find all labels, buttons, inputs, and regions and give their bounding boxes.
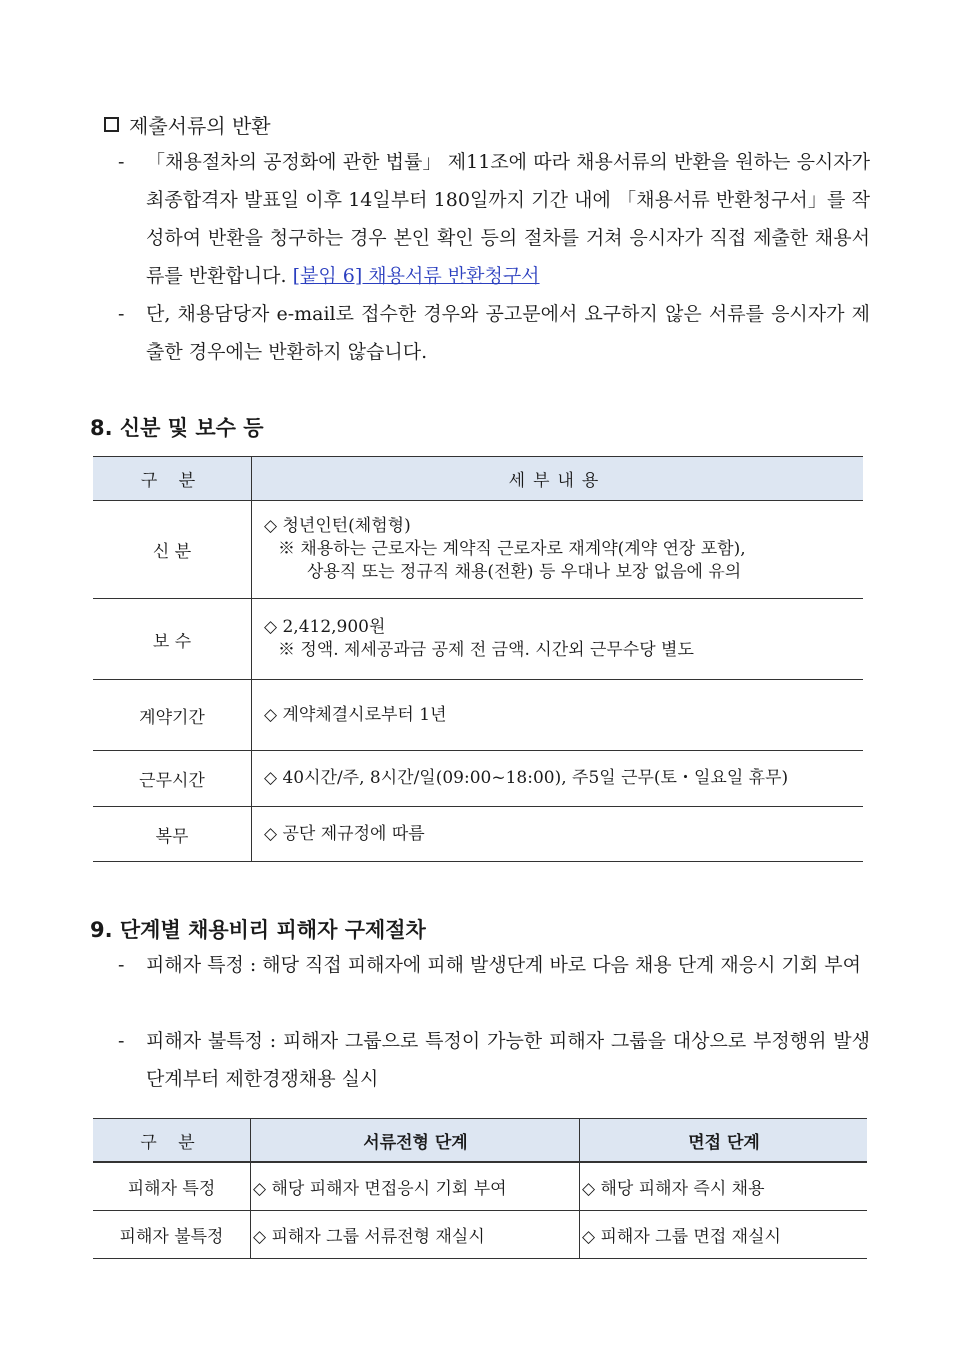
relief-paragraph-2 bbox=[118, 1022, 870, 1098]
header-interview-stage: 면접 단계 bbox=[580, 1119, 868, 1163]
header-document-stage: 서류전형 단계 bbox=[251, 1119, 580, 1163]
dash-bullet: - bbox=[118, 303, 125, 325]
row-note: ※ 정액. 제세공과금 공제 전 금액. 시간외 근무수당 별도 bbox=[278, 640, 694, 660]
row-main: ◇ 계약체결시로부터 1년 bbox=[252, 680, 864, 751]
row-label: 계약기간 bbox=[93, 680, 252, 751]
row-label: 복무 bbox=[93, 807, 252, 862]
row-label: 피해자 불특정 bbox=[93, 1211, 251, 1259]
relief-paragraph-1-text: 피해자 특정 : 해당 직접 피해자에 피해 발생단계 바로 다음 채용 단계 재응시 기회 부여 bbox=[146, 954, 861, 976]
relief-paragraph-1 bbox=[118, 946, 870, 984]
dash-bullet: - bbox=[118, 151, 125, 173]
table-row bbox=[93, 807, 863, 862]
checkbox-icon bbox=[104, 117, 119, 132]
row-main: ◇ 공단 제규정에 따름 bbox=[252, 807, 864, 862]
row-label: 보 수 bbox=[93, 599, 252, 680]
table-row bbox=[93, 599, 863, 680]
row-label: 근무시간 bbox=[93, 751, 252, 807]
row-note: ※ 채용하는 근로자는 계약직 근로자로 재계약(계약 연장 포함), bbox=[278, 539, 746, 559]
table-row bbox=[93, 680, 863, 751]
table-header-row bbox=[93, 1119, 867, 1163]
row-label: 신 분 bbox=[93, 501, 252, 599]
dash-bullet: - bbox=[118, 1030, 125, 1052]
section-8-title: 8. 신분 및 보수 등 bbox=[90, 416, 264, 440]
row-main: ◇ 2,412,900원 bbox=[264, 617, 386, 637]
row-note-cont: 상용직 또는 정규직 채용(전환) 등 우대나 보장 없음에 유의 bbox=[307, 562, 742, 582]
return-paragraph-1-text: 「채용절차의 공정화에 관한 법률」 제11조에 따라 채용서류의 반환을 원하는 응시자가 최종합격자 발표일 이후 14일부터 180일까지 기간 내에 「채용서류 반환청구서」를 작성하여 반환을 청구하는 경우 본인 확인 등의 절차를 거쳐 응시자가 직접 제출한 채용서류를 반환합니다. bbox=[146, 151, 870, 287]
status-pay-table bbox=[93, 456, 863, 862]
header-category: 구 분 bbox=[93, 1119, 251, 1163]
return-paragraph-2 bbox=[118, 295, 870, 371]
row-main: ◇ 40시간/주, 8시간/일(09:00~18:00), 주5일 근무(토・일요일 휴무) bbox=[252, 751, 864, 807]
row-label: 피해자 특정 bbox=[93, 1162, 251, 1211]
row-interview-stage: ◇ 피해자 그룹 면접 재실시 bbox=[580, 1211, 868, 1259]
relief-paragraph-2-text: 피해자 불특정 : 피해자 그룹으로 특정이 가능한 피해자 그룹을 대상으로 부정행위 발생단계부터 제한경쟁채용 실시 bbox=[146, 1030, 870, 1090]
table-row bbox=[93, 1162, 867, 1211]
dash-bullet: - bbox=[118, 954, 125, 976]
section-heading-return bbox=[104, 110, 271, 139]
row-main: ◇ 청년인턴(체험형) bbox=[264, 516, 411, 536]
table-row bbox=[93, 1211, 867, 1259]
return-paragraph-2-text: 단, 채용담당자 e-mail로 접수한 경우와 공고문에서 요구하지 않은 서류를 응시자가 제출한 경우에는 반환하지 않습니다. bbox=[146, 303, 870, 363]
table-header-row bbox=[93, 457, 863, 501]
section-9-title: 9. 단계별 채용비리 피해자 구제절차 bbox=[90, 918, 426, 942]
table-row bbox=[93, 501, 863, 599]
relief-table bbox=[93, 1118, 867, 1259]
row-document-stage: ◇ 피해자 그룹 서류전형 재실시 bbox=[251, 1211, 580, 1259]
section-heading-text: 제출서류의 반환 bbox=[129, 114, 271, 138]
header-category: 구 분 bbox=[93, 457, 252, 501]
header-details: 세부내용 bbox=[252, 457, 864, 501]
attachment-link[interactable]: [붙임 6] 채용서류 반환청구서 bbox=[292, 265, 540, 287]
table-row bbox=[93, 751, 863, 807]
row-interview-stage: ◇ 해당 피해자 즉시 채용 bbox=[580, 1162, 868, 1211]
row-document-stage: ◇ 해당 피해자 면접응시 기회 부여 bbox=[251, 1162, 580, 1211]
return-paragraph-1 bbox=[118, 143, 870, 295]
